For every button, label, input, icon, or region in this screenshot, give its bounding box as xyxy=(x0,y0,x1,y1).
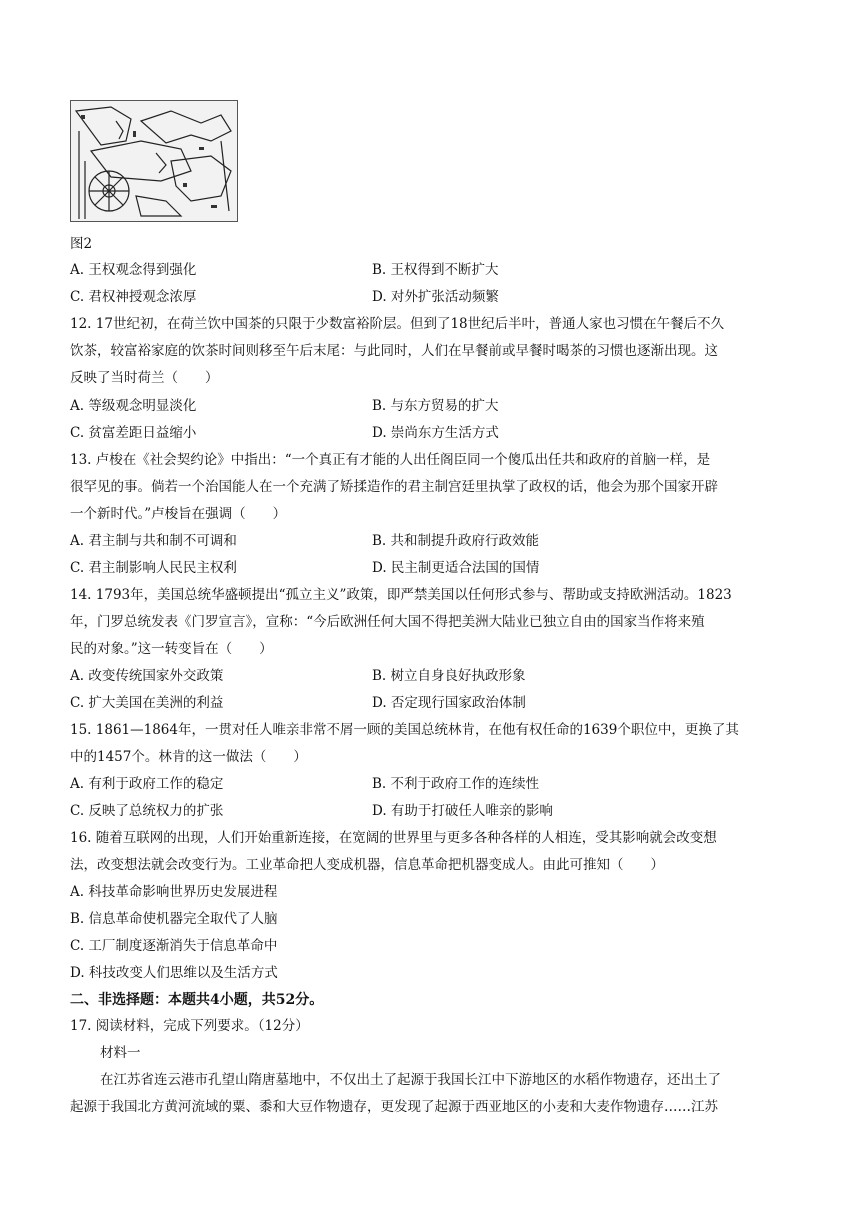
q13-stem-line-1: 13. 卢梭在《社会契约论》中指出：“一个真正有才能的人出任阁臣同一个傻瓜出任共和政府的首脑一样，是 xyxy=(70,452,711,468)
q12-option-a[interactable]: A. 等级观念明显淡化 xyxy=(70,398,197,414)
q13-option-c[interactable]: C. 君主制影响人民民主权利 xyxy=(70,560,237,576)
q12-stem-line-3: 反映了当时荷兰（ ） xyxy=(70,370,219,386)
q14-option-row-1 xyxy=(70,666,790,686)
q11-option-d[interactable]: D. 对外扩张活动频繁 xyxy=(372,289,499,305)
q13-option-d[interactable]: D. 民主制更适合法国的国情 xyxy=(372,560,540,576)
q11-option-a[interactable]: A. 王权观念得到强化 xyxy=(70,262,197,278)
q14-option-row-2 xyxy=(70,693,790,713)
q16-stem-line-2: 法，改变想法就会改变行为。工业革命把人变成机器，信息革命把机器变成人。由此可推知（ ） xyxy=(70,857,664,873)
q15-option-row-1 xyxy=(70,774,790,794)
q17-material-line-2: 起源于我国北方黄河流域的粟、黍和大豆作物遗存，更发现了起源于西亚地区的小麦和大麦作物遗存……江苏 xyxy=(70,1099,718,1115)
q17-stem: 17. 阅读材料，完成下列要求。（12分） xyxy=(70,1018,309,1034)
q11-option-c[interactable]: C. 君权神授观念浓厚 xyxy=(70,289,197,305)
q12-option-d[interactable]: D. 崇尚东方生活方式 xyxy=(372,425,499,441)
q13-stem-line-3: 一个新时代。”卢梭旨在强调（ ） xyxy=(70,506,287,522)
chariot-relief-illustration xyxy=(71,101,237,221)
q16-option-a[interactable]: A. 科技革命影响世界历史发展进程 xyxy=(70,884,278,900)
q14-option-b[interactable]: B. 树立自身良好执政形象 xyxy=(372,668,526,684)
q11-option-row-1 xyxy=(70,260,790,280)
q11-option-row-2 xyxy=(70,287,790,307)
q16-option-b[interactable]: B. 信息革命使机器完全取代了人脑 xyxy=(70,911,278,927)
q12-stem-line-2: 饮茶，较富裕家庭的饮茶时间则移至午后末尾：与此同时，人们在早餐前或早餐时喝茶的习惯也逐渐出现。这 xyxy=(70,343,718,359)
q16-option-c[interactable]: C. 工厂制度逐渐消失于信息革命中 xyxy=(70,938,278,954)
q15-option-row-2 xyxy=(70,801,790,821)
q13-option-row-1 xyxy=(70,531,790,551)
q13-option-a[interactable]: A. 君主制与共和制不可调和 xyxy=(70,533,237,549)
q14-option-a[interactable]: A. 改变传统国家外交政策 xyxy=(70,668,224,684)
q13-option-b[interactable]: B. 共和制提升政府行政效能 xyxy=(372,533,540,549)
q15-option-c[interactable]: C. 反映了总统权力的扩张 xyxy=(70,803,224,819)
q15-stem-line-2: 中的1457个。林肯的这一做法（ ） xyxy=(70,749,307,765)
q15-stem-line-1: 15. 1861—1864年，一贯对任人唯亲非常不屑一顾的美国总统林肯，在他有权任命的1639个职位中，更换了其 xyxy=(70,722,739,738)
q14-option-d[interactable]: D. 否定现行国家政治体制 xyxy=(372,695,526,711)
q12-option-b[interactable]: B. 与东方贸易的扩大 xyxy=(372,398,499,414)
q16-option-d[interactable]: D. 科技改变人们思维以及生活方式 xyxy=(70,965,278,981)
q12-option-row-1 xyxy=(70,396,790,416)
q15-option-d[interactable]: D. 有助于打破任人唯亲的影响 xyxy=(372,803,553,819)
q12-option-row-2 xyxy=(70,423,790,443)
figure-caption: 图2 xyxy=(70,236,93,252)
q14-stem-line-3: 民的对象。”这一转变旨在（ ） xyxy=(70,641,273,657)
q12-option-c[interactable]: C. 贫富差距日益缩小 xyxy=(70,425,197,441)
q16-stem-line-1: 16. 随着互联网的出现，人们开始重新连接，在宽阔的世界里与更多各种各样的人相连，受其影响就会改变想 xyxy=(70,830,717,846)
q12-stem-line-1: 12. 17世纪初，在荷兰饮中国茶的只限于少数富裕阶层。但到了18世纪后半叶，普通人家也习惯在午餐后不久 xyxy=(70,316,725,332)
q15-option-a[interactable]: A. 有利于政府工作的稳定 xyxy=(70,776,224,792)
q14-stem-line-2: 年，门罗总统发表《门罗宣言》，宣称：“今后欧洲任何大国不得把美洲大陆业已独立自由的国家当作将来殖 xyxy=(70,614,705,630)
q11-option-b[interactable]: B. 王权得到不断扩大 xyxy=(372,262,499,278)
section-2-heading: 二、非选择题：本题共4小题，共52分。 xyxy=(70,992,324,1008)
q17-material-title: 材料一 xyxy=(100,1045,141,1061)
q13-option-row-2 xyxy=(70,558,790,578)
q14-stem-line-1: 14. 1793年，美国总统华盛顿提出“孤立主义”政策，即严禁美国以任何形式参与、帮助或支持欧洲活动。1823 xyxy=(70,587,732,603)
q14-option-c[interactable]: C. 扩大美国在美洲的利益 xyxy=(70,695,224,711)
q13-stem-line-2: 很罕见的事。倘若一个治国能人在一个充满了矫揉造作的君主制宫廷里执掌了政权的话，他会为那个国家开辟 xyxy=(70,479,718,495)
relief-image xyxy=(70,100,238,222)
q17-material-line-1: 在江苏省连云港市孔望山隋唐墓地中，不仅出土了起源于我国长江中下游地区的水稻作物遗存，还出土了 xyxy=(100,1072,721,1088)
q15-option-b[interactable]: B. 不利于政府工作的连续性 xyxy=(372,776,540,792)
